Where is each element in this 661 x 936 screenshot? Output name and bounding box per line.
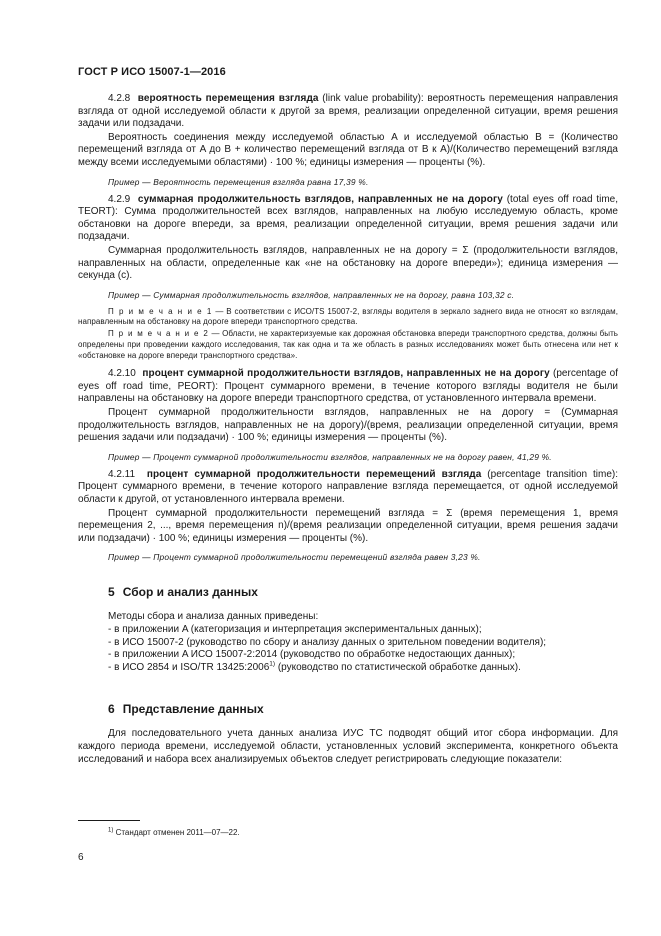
footnote-text: Стандарт отменен 2011—07—22. xyxy=(113,828,240,837)
section-6-text: Для последовательного учета данных анализа ИУС ТС подводят общий итог сбора информации. Для каждого периода времени, исследуемой области, установленных условий эксперимента, конкретного объекта исследований и набора всех анализируемых объектов следует регистрировать следующие показатели: xyxy=(78,728,618,765)
section-5-heading xyxy=(78,585,618,599)
footnote xyxy=(108,828,240,838)
definition: (total eyes off road time, TEORT): Сумма продолжительностей всех взглядов, направленных на любую исследуемую область, кроме обстановки на дороге впереди, за время, реализации определенной ситуации, время решения задачи или подзадачи. xyxy=(78,193,618,243)
page-content xyxy=(78,93,618,767)
example xyxy=(78,552,618,563)
list-item xyxy=(78,662,618,675)
section-title: Сбор и анализ данных xyxy=(122,585,258,600)
example-text: Суммарная продолжительность взглядов, направленных не на дорогу, равна 103,32 с. xyxy=(150,289,515,300)
formula-text: Процент суммарной продолжительности перемещений взгляда = Σ (время перемещения 1, время перемещения 2, ..., время перемещения n)/(время реализации определенной ситуации, время решения задачи или подзадачи) · 100 %; единицы измерения — проценты (%). xyxy=(78,507,618,544)
clause-4-2-11 xyxy=(78,469,618,507)
note-text: — В соответствии с ИСО/TS 15007-2, взгляды водителя в зеркало заднего вида не относят ко взглядам, направленным на обстановку на дороге впереди транспортного средства. xyxy=(78,306,618,327)
list-item: - в ИСО 15007-2 (руководство по сбору и анализу данных о зрительном поведении водителя); xyxy=(108,636,547,648)
example xyxy=(78,290,618,301)
example-label: Пример — xyxy=(108,552,151,563)
section-number: 6 xyxy=(108,702,115,717)
example-text: Процент суммарной продолжительности перемещений взгляда равен 3,23 %. xyxy=(150,552,481,563)
clause-4-2-10 xyxy=(78,368,618,406)
list-item: - в приложении A (категоризация и интерпретация экспериментальных данных); xyxy=(108,623,482,635)
note-label: П р и м е ч а н и е 1 xyxy=(108,306,213,316)
note-label: П р и м е ч а н и е 2 xyxy=(108,329,210,339)
clause-number: 4.2.10 xyxy=(108,368,136,380)
list-item-text: - в ИСО 2854 и ISO/TR 13425:2006 xyxy=(108,661,270,673)
term: вероятность перемещения взгляда xyxy=(137,93,319,104)
clause-number: 4.2.8 xyxy=(108,93,131,104)
example-label: Пример — xyxy=(108,289,151,300)
example-text: Процент суммарной продолжительности взглядов, направленных не на дорогу равен, 41,29 %. xyxy=(150,451,552,462)
clause-number: 4.2.11 xyxy=(108,468,136,480)
example-label: Пример — xyxy=(108,451,151,462)
example xyxy=(78,452,618,463)
list-item-text: (руководство по статистической обработке данных). xyxy=(275,661,521,673)
term: процент суммарной продолжительности взглядов, направленных не на дорогу xyxy=(142,368,550,380)
clause-4-2-9 xyxy=(78,194,618,244)
note-2 xyxy=(78,329,618,361)
clause-4-2-8 xyxy=(78,93,618,131)
section-6-heading xyxy=(78,702,618,716)
definition: (percentage of eyes off road time, PEORT): Процент суммарного времени, в течение которого взгляды водителя не были направлены на обстановку на дороге впереди транспортного средства, от установленного интервала времени. xyxy=(78,368,619,405)
footnote-divider xyxy=(78,820,140,821)
section-5-intro: Методы сбора и анализа данных приведены: xyxy=(108,611,319,623)
standard-header: ГОСТ Р ИСО 15007-1—2016 xyxy=(78,66,226,78)
page-number: 6 xyxy=(78,852,84,863)
note-text: — Области, не характеризуемые как дорожная обстановка впереди транспортного средства, должны быть определены при проведении каждого исследования, так как одна и та же область в разных исследованиях может быть отнесена или нет к «обстановке на дороге впереди транспортного средства». xyxy=(78,329,619,360)
example-label: Пример — xyxy=(108,176,151,187)
example-text: Вероятность перемещения взгляда равна 17,39 %. xyxy=(150,176,369,187)
footnote-ref: 1) xyxy=(269,660,276,668)
example xyxy=(78,177,618,188)
list-item: - в приложении A ИСО 15007-2:2014 (руководство по обработке недостающих данных); xyxy=(108,649,516,661)
definition: (percentage transition time): Процент суммарного времени, в течение которого направление взгляда перемещается, от одной исследуемой области к другой, от установленного интервала времени. xyxy=(78,468,618,505)
term: процент суммарной продолжительности перемещений взгляда xyxy=(146,468,482,480)
footnote-mark: 1) xyxy=(108,827,114,834)
section-title: Представление данных xyxy=(122,702,264,717)
note-1 xyxy=(78,307,618,328)
definition: (link value probability): вероятность перемещения направления взгляда от одной исследуемой области к другой за время, реализации определенной ситуации, время решения задачи или подзадачи. xyxy=(78,93,618,130)
formula-text: Суммарная продолжительность взглядов, направленных не на дорогу = Σ (продолжительности взглядов, направленных на области, определенные как «не на обстановку на дороге впереди»); единица измерения — секунда (с). xyxy=(78,244,618,282)
clause-number: 4.2.9 xyxy=(108,193,131,205)
section-number: 5 xyxy=(108,585,115,600)
term: суммарная продолжительность взглядов, направленных не на дорогу xyxy=(137,193,503,205)
formula-text: Вероятность соединения между исследуемой областью A и исследуемой областью B = (Количество перемещений взгляда от A до B + количество перемещений взгляда от B к A)/(Количество перемещений взгляда между всеми исследуемыми областями) · 100 %; единицы измерения — проценты (%). xyxy=(78,131,618,168)
formula-text: Процент суммарной продолжительности взглядов, направленных не на дорогу = (Суммарная продолжительность взглядов, направленных не на дорогу)/(время, реализации определенной ситуации, время решения задачи или подзадачи) · 100 %; единицы измерения — проценты (%). xyxy=(78,407,618,444)
